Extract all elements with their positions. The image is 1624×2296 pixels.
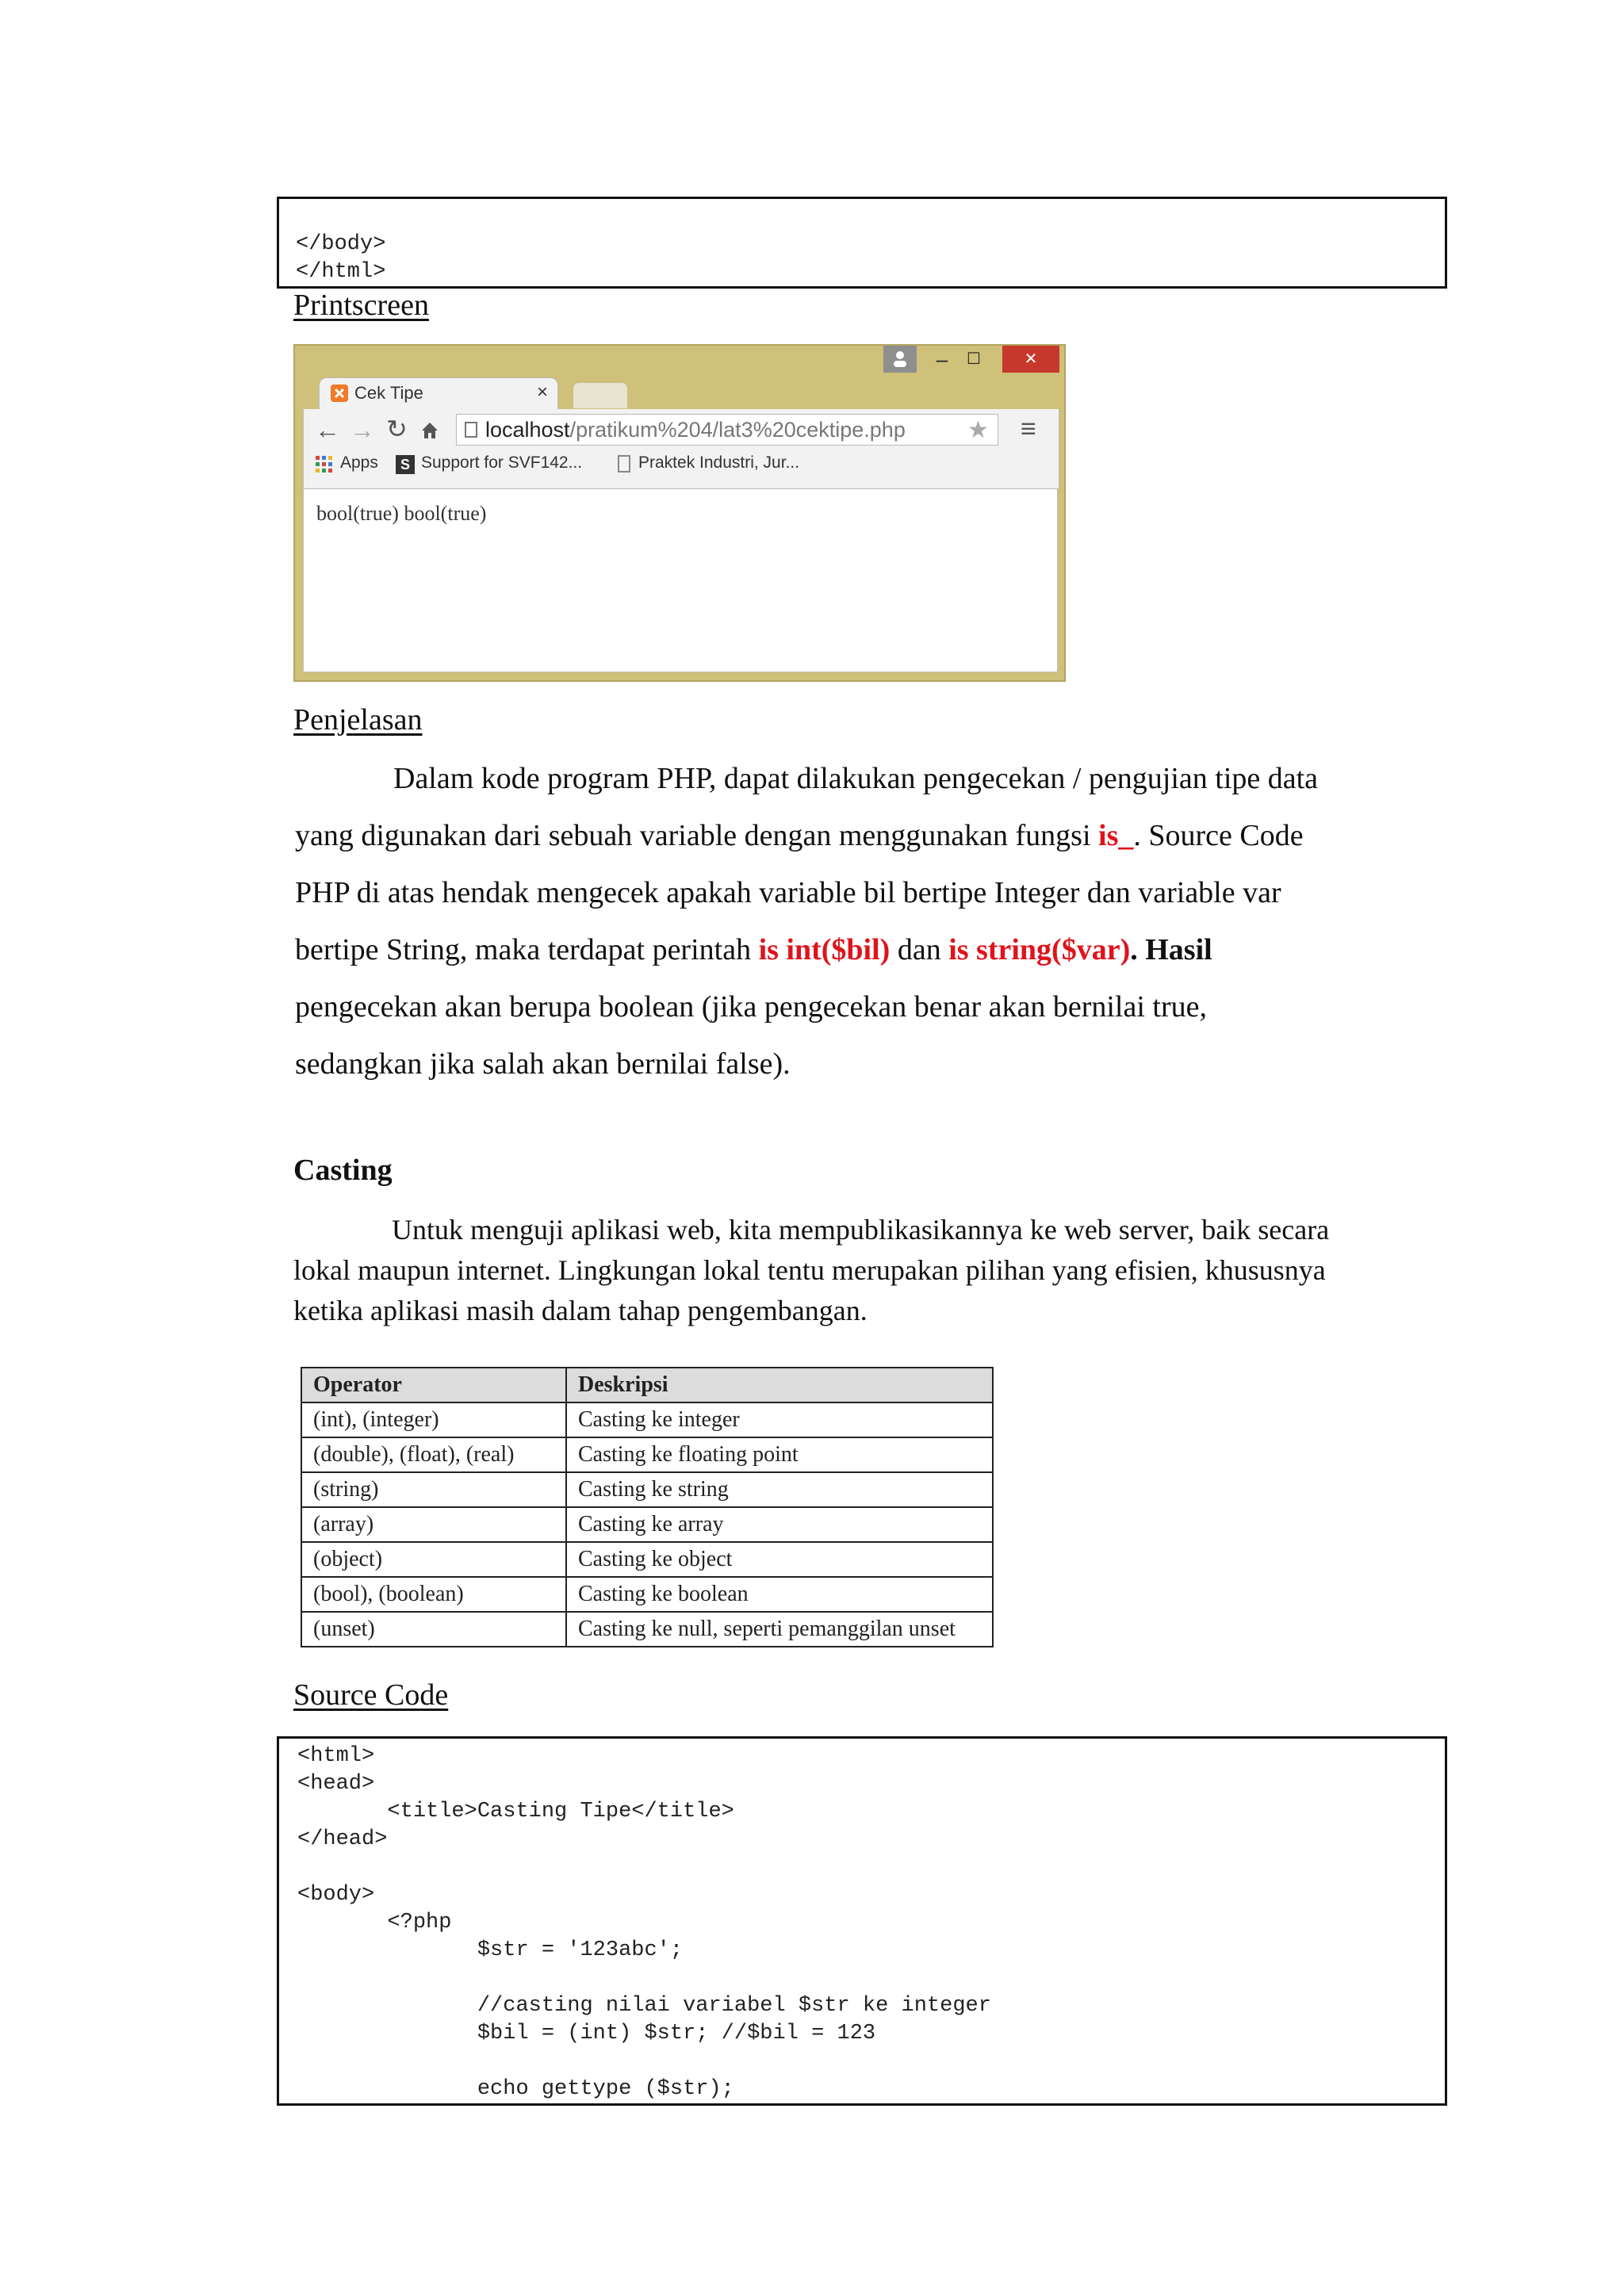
url-text — [485, 418, 906, 442]
code-line: //casting nilai variabel $str ke integer — [297, 1994, 991, 2018]
code-line: <body> — [297, 1883, 375, 1907]
minimize-button[interactable]: – — [936, 347, 948, 371]
maximize-button[interactable]: ☐ — [967, 350, 981, 368]
code-box-top — [277, 197, 1447, 289]
text-span: . Hasil — [1130, 933, 1212, 966]
table-row — [301, 1542, 993, 1577]
casting-line: ketika aplikasi masih dalam tahap pengembangan. — [293, 1295, 868, 1326]
text-span: bertipe String, maka terdapat perintah — [295, 933, 759, 966]
operator-cell: (int), (integer) — [301, 1402, 566, 1437]
back-arrow-icon[interactable]: ← — [315, 415, 340, 444]
xampp-favicon-icon — [331, 385, 348, 402]
bookmark-praktek[interactable]: Praktek Industri, Jur... — [638, 453, 800, 472]
page-icon — [465, 422, 477, 438]
browser-viewport — [303, 488, 1058, 672]
close-window-button[interactable]: ✕ — [1002, 346, 1059, 373]
home-icon[interactable] — [419, 420, 440, 441]
penjelasan-heading: Penjelasan — [293, 703, 423, 737]
source-code-heading: Source Code — [293, 1678, 449, 1712]
penjelasan-line: sedangkan jika salah akan bernilai false). — [295, 1047, 791, 1081]
browser-toolbar — [303, 409, 1059, 488]
table-row — [301, 1612, 993, 1647]
bookmark-support[interactable]: Support for SVF142... — [421, 453, 583, 472]
penjelasan-line — [295, 921, 1421, 978]
operator-cell: (unset) — [301, 1612, 566, 1647]
penjelasan-paragraph — [295, 750, 1421, 1093]
menu-icon[interactable]: ≡ — [1021, 414, 1036, 444]
table-row — [301, 1577, 993, 1612]
description-cell: Casting ke boolean — [566, 1577, 993, 1612]
browser-screenshot — [293, 344, 1066, 682]
table-row — [301, 1472, 993, 1507]
table-row — [301, 1437, 993, 1472]
user-icon — [883, 346, 917, 373]
table-header-row — [301, 1368, 993, 1402]
code-line: $bil = (int) $str; //$bil = 123 — [297, 2022, 876, 2045]
tab-title: Cek Tipe — [354, 383, 423, 403]
bookmark-apps[interactable]: Apps — [340, 453, 378, 472]
url-path: /pratikum%204/lat3%20cektipe.php — [569, 418, 906, 442]
text-span: yang digunakan dari sebuah variable dengan menggunakan fungsi — [295, 819, 1099, 852]
code-line: <title>Casting Tipe</title> — [297, 1800, 734, 1823]
browser-tab[interactable] — [319, 377, 558, 410]
apps-grid-icon[interactable] — [315, 455, 334, 474]
code-line: </body> — [296, 232, 386, 256]
forward-arrow-icon[interactable]: → — [350, 415, 375, 444]
description-cell: Casting ke array — [566, 1507, 993, 1542]
operator-cell: (array) — [301, 1507, 566, 1542]
text-span: dan — [890, 933, 949, 966]
code-line: <?php — [297, 1911, 452, 1934]
operator-cell: (bool), (boolean) — [301, 1577, 566, 1612]
code-line: echo gettype ($str); — [297, 2077, 734, 2101]
penjelasan-line: pengecekan akan berupa boolean (jika pengecekan benar akan bernilai true, — [295, 990, 1207, 1024]
penjelasan-line: Dalam kode program PHP, dapat dilakukan pengecekan / pengujian tipe data — [393, 762, 1319, 795]
address-bar[interactable] — [456, 414, 998, 446]
page-icon — [618, 455, 630, 473]
description-cell: Casting ke null, seperti pemanggilan unset — [566, 1612, 993, 1647]
column-header: Operator — [301, 1368, 566, 1402]
printscreen-heading: Printscreen — [293, 289, 429, 322]
operator-cell: (double), (float), (real) — [301, 1437, 566, 1472]
tab-close-icon[interactable]: × — [537, 381, 549, 403]
highlight-is-int: is int($bil) — [758, 933, 891, 966]
code-line: <html> — [297, 1744, 375, 1768]
code-line: </html> — [296, 260, 386, 284]
operator-cell: (object) — [301, 1542, 566, 1577]
highlight-is: is_ — [1098, 819, 1134, 852]
casting-line: lokal maupun internet. Lingkungan lokal tentu merupakan pilihan yang efisien, khususnya — [293, 1254, 1326, 1286]
penjelasan-line: PHP di atas hendak mengecek apakah variable bil bertipe Integer dan variable var — [295, 876, 1281, 909]
casting-heading: Casting — [293, 1154, 393, 1187]
code-line: $str = '123abc'; — [297, 1938, 684, 1962]
code-line — [297, 1965, 1445, 1992]
highlight-is-string: is string($var) — [948, 933, 1131, 966]
description-cell: Casting ke string — [566, 1472, 993, 1507]
new-tab-button[interactable] — [573, 382, 628, 408]
code-line — [297, 2048, 1445, 2076]
code-line: </head> — [297, 1827, 388, 1851]
text-span: . Source Code — [1133, 819, 1304, 852]
url-host: localhost — [485, 418, 570, 442]
penjelasan-line — [295, 807, 1421, 864]
description-cell: Casting ke object — [566, 1542, 993, 1577]
description-cell: Casting ke floating point — [566, 1437, 993, 1472]
reload-icon[interactable]: ↻ — [386, 415, 408, 443]
operator-cell: (string) — [301, 1472, 566, 1507]
casting-operator-table — [301, 1367, 994, 1647]
code-line: <head> — [297, 1772, 375, 1796]
table-row — [301, 1507, 993, 1542]
column-header: Deskripsi — [566, 1368, 993, 1402]
table-row — [301, 1402, 993, 1437]
code-box-bottom — [277, 1736, 1447, 2106]
description-cell: Casting ke integer — [566, 1402, 993, 1437]
svf-favicon-icon: S — [396, 455, 415, 474]
bookmark-star-icon[interactable]: ★ — [967, 417, 989, 443]
page-output-text: bool(true) bool(true) — [316, 502, 487, 525]
casting-line: Untuk menguji aplikasi web, kita mempublikasikannya ke web server, baik secara — [392, 1214, 1330, 1246]
casting-paragraph — [293, 1210, 1419, 1331]
code-line — [297, 1854, 1445, 1881]
